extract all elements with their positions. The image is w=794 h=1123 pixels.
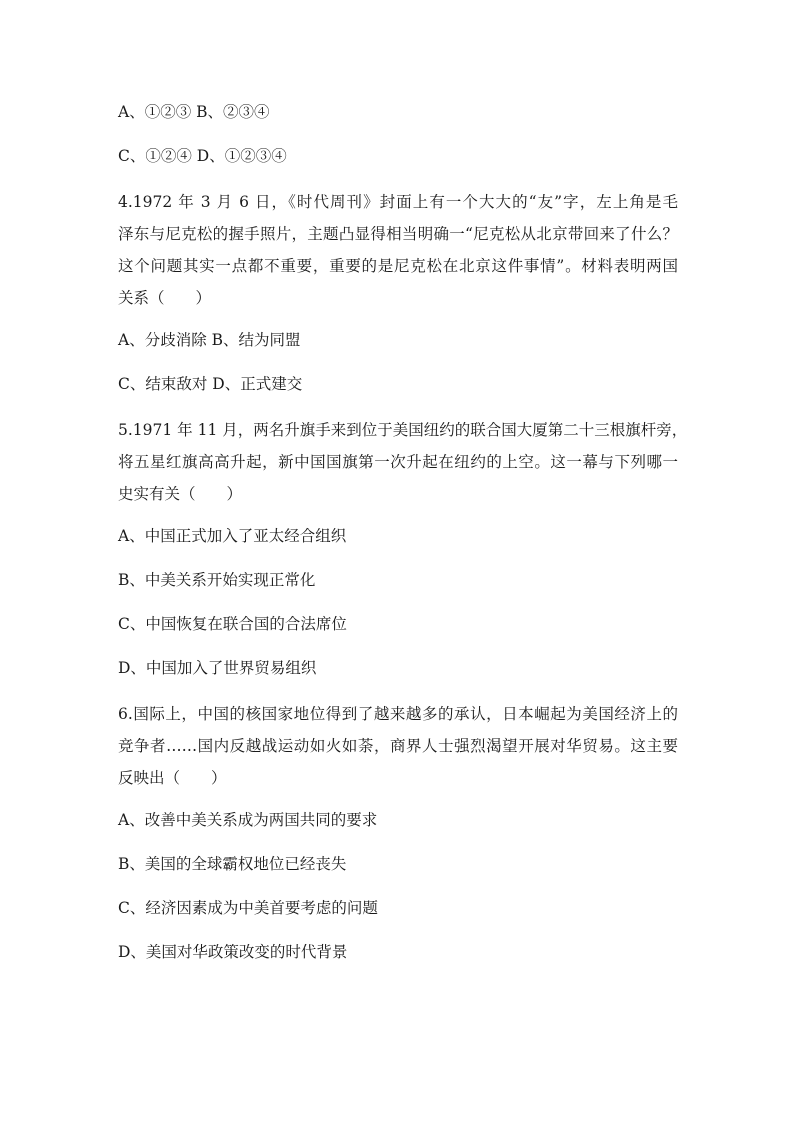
q4-options-ab: A、分歧消除 B、结为同盟 <box>118 331 301 349</box>
q6-option-a: A、改善中美关系成为两国共同的要求 <box>118 811 378 829</box>
q3-options-cd: C、①②④ D、①②③④ <box>118 147 287 165</box>
q6-stem-line: 6.国际上，中国的核国家地位得到了越来越多的承认，日本崛起为美国经济上的 <box>118 705 678 723</box>
q6-stem-line: 反映出（ ） <box>118 769 227 787</box>
q4-stem-line: 关系（ ） <box>118 289 212 307</box>
q5-option-b: B、中美关系开始实现正常化 <box>118 571 316 589</box>
q5-stem-line: 5.1971 年 11 月，两名升旗手来到位于美国纽约的联合国大厦第二十三根旗杆旁， <box>118 421 688 439</box>
q4-stem <box>118 186 678 314</box>
q6-stem-line: 竞争者……国内反越战运动如火如荼，商界人士强烈渴望开展对华贸易。这主要 <box>118 737 678 755</box>
q4-options-cd: C、结束敌对 D、正式建交 <box>118 375 303 393</box>
q5-stem-line: 将五星红旗高高升起，新中国国旗第一次升起在纽约的上空。这一幕与下列哪一 <box>118 453 678 471</box>
q5-stem <box>118 414 688 510</box>
q4-stem-line: 泽东与尼克松的握手照片，主题凸显得相当明确一“尼克松从北京带回来了什么？ <box>118 225 678 243</box>
q6-option-d: D、美国对华政策改变的时代背景 <box>118 943 348 961</box>
q5-option-d: D、中国加入了世界贸易组织 <box>118 659 317 677</box>
q6-option-c: C、经济因素成为中美首要考虑的问题 <box>118 899 378 917</box>
q4-stem-line: 这个问题其实一点都不重要，重要的是尼克松在北京这件事情”。材料表明两国 <box>118 257 678 275</box>
q5-option-c: C、中国恢复在联合国的合法席位 <box>118 615 347 633</box>
q3-options-ab: A、①②③ B、②③④ <box>118 103 270 121</box>
q5-stem-line: 史实有关（ ） <box>118 485 243 503</box>
q4-stem-line: 4.1972 年 3 月 6 日，《时代周刊》封面上有一个大大的“友”字，左上角是毛 <box>118 193 678 211</box>
q5-option-a: A、中国正式加入了亚太经合组织 <box>118 527 347 545</box>
q6-stem <box>118 698 678 794</box>
q6-option-b: B、美国的全球霸权地位已经丧失 <box>118 855 347 873</box>
